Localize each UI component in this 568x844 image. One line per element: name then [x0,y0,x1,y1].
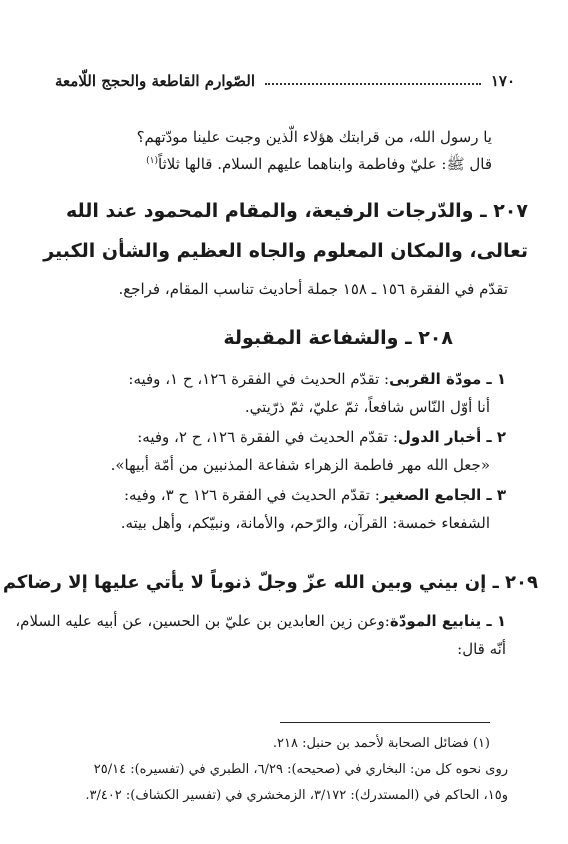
section-208-item-1-quote: أنا أوّل النّاس شافعاً، ثمّ عليّ، ثمّ ذرّيتي. [244,398,490,416]
intro-line-1: يا رسول الله، من قرابتك هؤلاء الّذين وجبت علينا مودّتهم؟ [136,128,492,146]
book-title: الصّوارم القاطعة والحجج اللّامعة [55,72,256,90]
section-209-item-1 [15,612,506,630]
section-207-heading-1: ٢٠٧ ـ والدّرجات الرفيعة، والمقام المحمود عند الله [65,200,528,222]
footnote-2: روى نحوه كل من: البخاري في (صحيحه): ٦/٢٩، الطبري في (تفسيره): ٢٥/١٤ [93,762,508,777]
footnote-1: (١) فضائل الصحابة لأحمد بن حنبل: ٢١٨. [272,736,490,751]
footnote-ref: (١) [146,156,159,166]
section-208-item-2 [137,428,506,446]
section-208-item-1 [128,370,506,388]
item-3-label: ٣ ـ الجامع الصغير [379,486,506,504]
item-3-text: : تقدّم الحديث في الفقرة ١٢٦ ح ٣، وفيه: [123,486,380,504]
section-207-heading-2: تعالى، والمكان المعلوم والجاه العظيم والشأن الكبير [43,240,528,262]
footnote-separator [280,722,490,723]
section-207-body: تقدّم في الفقرة ١٥٦ ـ ١٥٨ جملة أحاديث تناسب المقام، فراجع. [118,280,508,298]
item-209-label: ١ ـ ينابيع المودّة [389,612,506,630]
item-2-label: ٢ ـ أخبار الدول [397,428,506,446]
footnote-3: و١٥، الحاكم في (المستدرك): ٣/١٧٢، الزمخشري في (تفسير الكشاف): ٣/٤٠٢. [85,788,508,803]
page-number: ١٧٠ [490,72,515,90]
header-dotted-rule [265,77,481,85]
section-208-item-3 [124,486,506,504]
section-209-item-1-cont: أنّه قال: [457,640,506,658]
section-208-item-3-quote: الشفعاء خمسة: القرآن، والرّحم، والأمانة، ونبيّكم، وأهل بيته. [120,514,490,532]
intro-line-2 [146,155,492,177]
intro-line-2-text: قال ﷺ: عليّ وفاطمة وابناهما عليهم السلام. قالها ثلاثاً [158,155,492,173]
item-209-text: :وعن زين العابدين بن عليّ بن الحسين، عن أبيه عليه السلام، [15,612,390,630]
page-header [55,70,515,92]
section-209-heading: ٢٠٩ ـ إن بيني وبين الله عزّ وجلّ ذنوباً لا يأتي عليها إلا رضاكم [2,572,538,593]
section-208-item-2-quote: «جعل الله مهر فاطمة الزهراء شفاعة المذنبين من أمّة أبيها». [110,456,490,474]
item-1-text: : تقدّم الحديث في الفقرة ١٢٦، ح ١، وفيه: [128,370,390,388]
item-2-text: : تقدّم الحديث في الفقرة ١٢٦، ح ٢، وفيه: [137,428,398,446]
section-208-heading: ٢٠٨ ـ والشفاعة المقبولة [223,327,453,349]
item-1-label: ١ ـ مودّة القربى [389,370,506,388]
